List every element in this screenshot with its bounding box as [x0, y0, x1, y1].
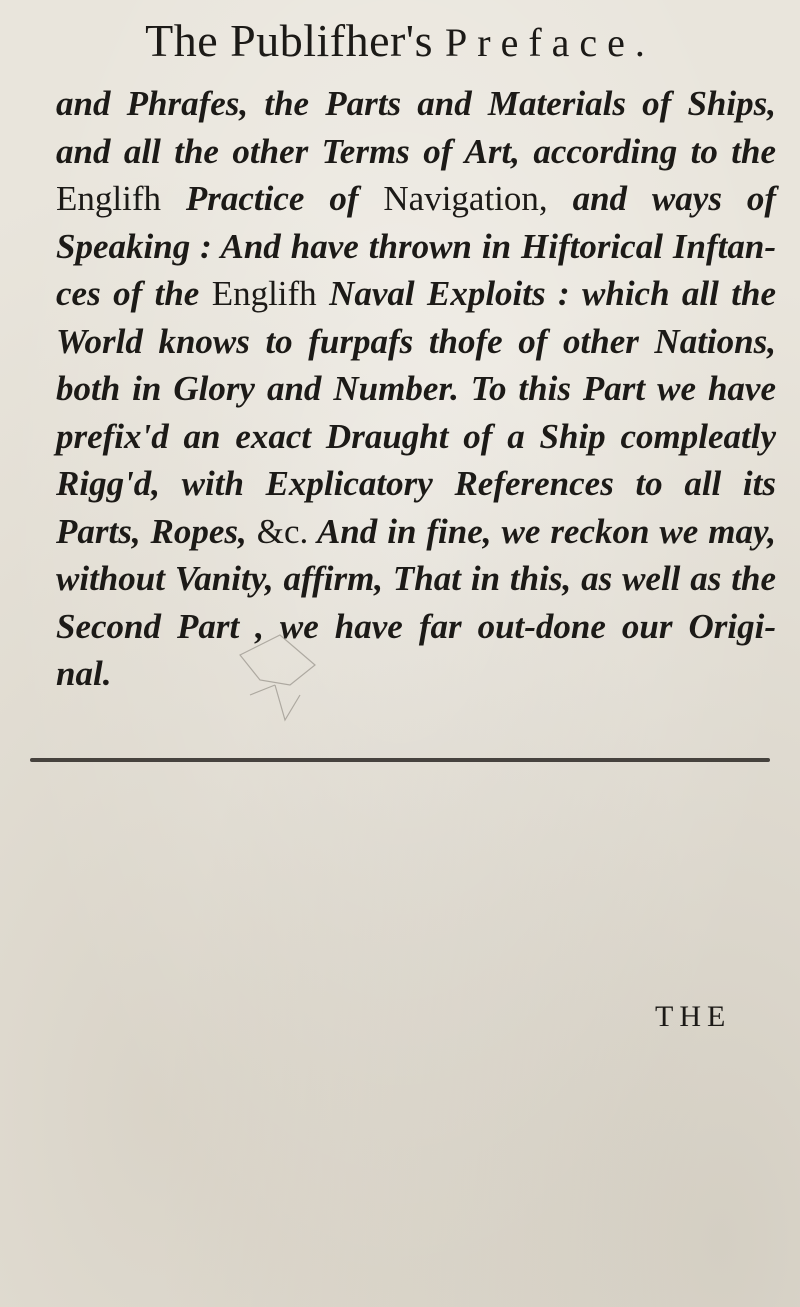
text-segment: without Vanity, affirm, That in this, as well as the: [56, 559, 776, 598]
text-segment: and Phrafes, the Parts and Materials of Ships,: [56, 84, 776, 123]
text-line: [56, 318, 776, 366]
running-head: [0, 14, 800, 67]
text-line: [56, 128, 776, 176]
text-line: [56, 223, 776, 271]
text-segment: Rigg'd, with Explicatory References to all its: [56, 464, 776, 503]
text-line: [56, 555, 776, 603]
horizontal-rule: [30, 758, 770, 762]
text-line: [56, 508, 776, 556]
text-segment: Speaking : And have thrown in Hiftorical Inftan-: [56, 226, 776, 266]
text-segment: nal.: [56, 654, 112, 693]
text-segment: and ways of: [547, 179, 776, 218]
text-segment: Englifh: [56, 179, 161, 218]
text-segment: and all the other Terms of Art, according to the: [56, 131, 776, 171]
text-segment: Navigation,: [383, 179, 548, 218]
text-line: [56, 365, 776, 413]
text-segment: ces of the: [56, 274, 212, 313]
text-segment: Englifh: [211, 274, 317, 313]
text-line: [56, 650, 776, 698]
body-text: [56, 80, 776, 698]
text-line: [56, 270, 776, 318]
text-segment: Parts, Ropes,: [56, 511, 257, 551]
text-segment: World knows to furpafs thofe of other Nations,: [56, 321, 776, 361]
catchword: THE: [655, 1000, 732, 1033]
text-line: [56, 175, 776, 223]
faded-ornament: [220, 625, 340, 735]
text-line: [56, 80, 776, 128]
text-line: [56, 460, 776, 508]
text-line: [56, 603, 776, 651]
running-head-title: The Publifher's: [145, 15, 433, 66]
text-segment: Practice of: [160, 179, 384, 218]
text-segment: And in fine, we reckon we may,: [308, 511, 776, 551]
running-head-preface: Preface.: [445, 20, 655, 65]
text-segment: Naval Exploits : which all the: [316, 274, 776, 313]
text-segment: Second Part , we have far out-done our Origi-: [56, 606, 776, 646]
text-segment: &c.: [256, 511, 309, 551]
text-segment: prefix'd an exact Draught of a Ship compleatly: [56, 416, 776, 456]
text-line: [56, 413, 776, 461]
text-segment: both in Glory and Number. To this Part we have: [56, 369, 776, 408]
